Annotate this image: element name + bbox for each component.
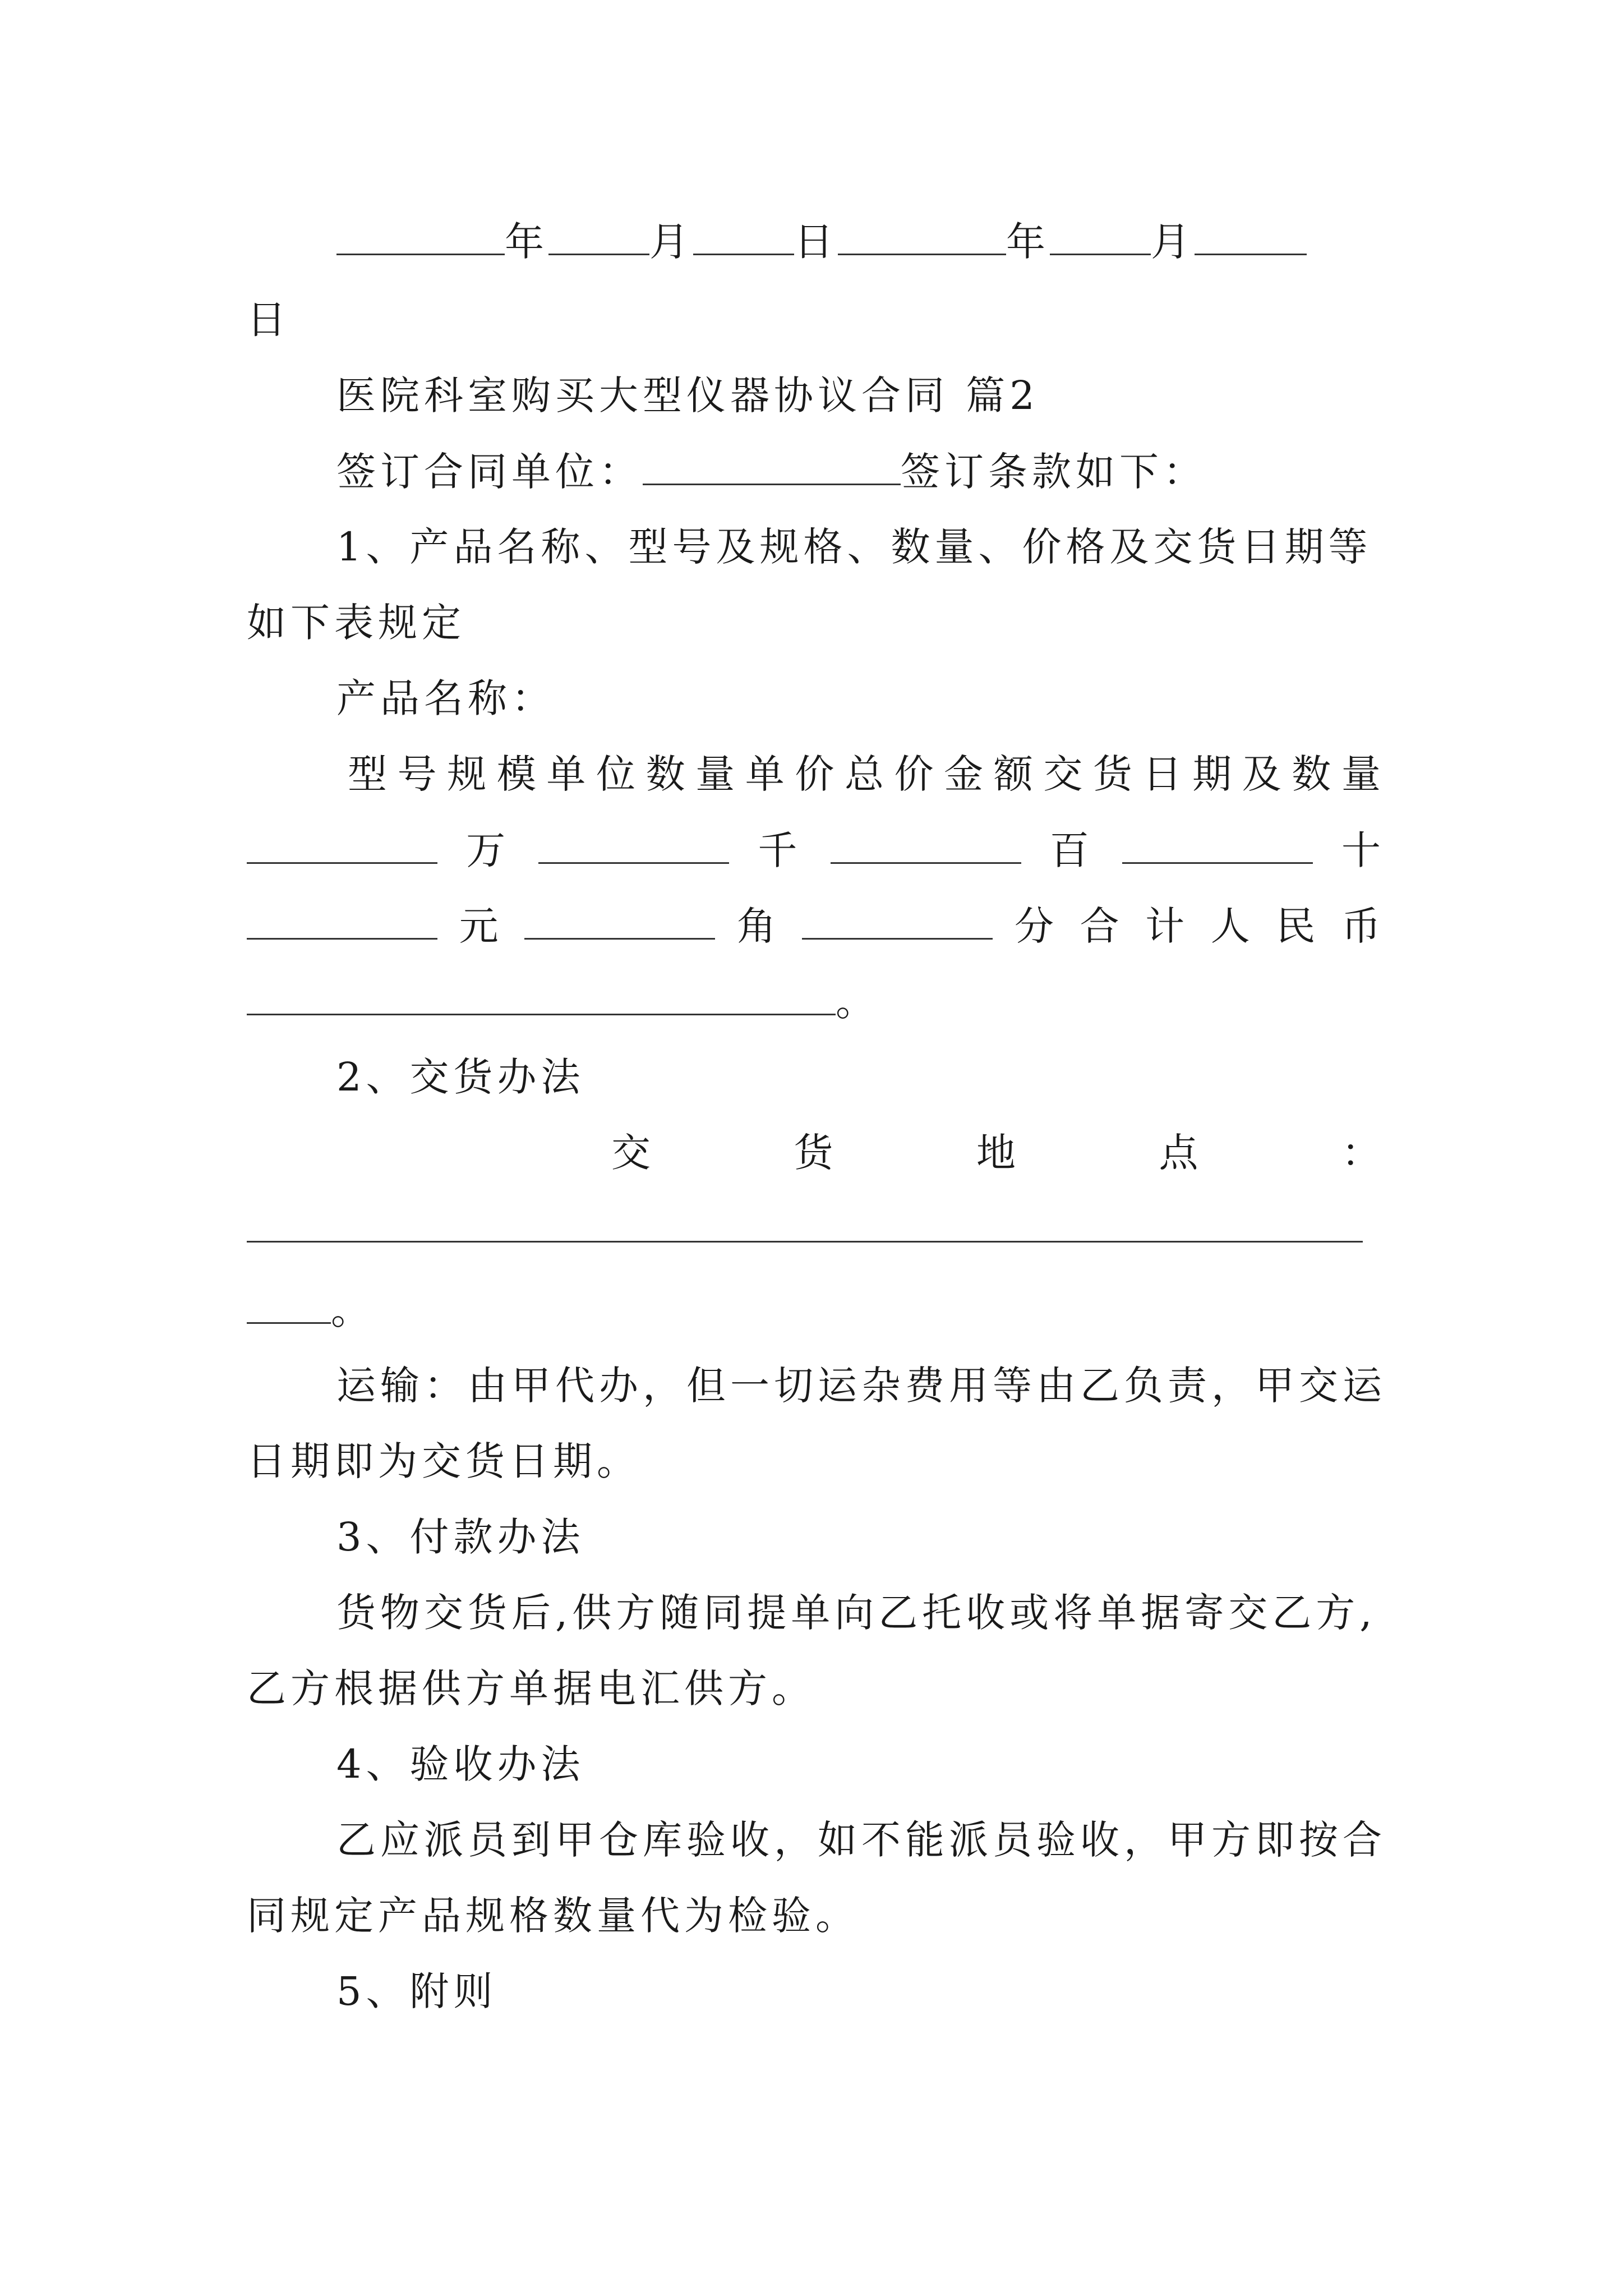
year-blank-1: [336, 213, 505, 255]
year-blank-2: [838, 213, 1006, 255]
table-header-char: 数: [1292, 751, 1336, 797]
sign-unit-blank: [643, 443, 901, 485]
sign-unit-label: 签订合同单位：: [336, 449, 643, 495]
item1-line2: 如下表规定: [247, 600, 465, 646]
table-header-char: 及: [1242, 751, 1286, 797]
sign-terms-label: 签订条款如下：: [901, 449, 1207, 495]
amount-total-char-1: 合: [1080, 903, 1124, 949]
month-label-1: 月: [649, 219, 693, 265]
table-header-char: 规: [447, 751, 491, 797]
contract-heading: 医院科室购买大型仪器协议合同 篇2: [336, 372, 1039, 418]
amount-unit-wan: 万: [466, 827, 510, 873]
table-header-char: 价: [894, 751, 938, 797]
delivery-place-blank-short: [247, 1282, 331, 1324]
day-blank-2: [1195, 213, 1307, 255]
table-header-char: 期: [1192, 751, 1237, 797]
amount-unit-yuan: 元: [459, 903, 503, 949]
amount-unit-jiao: 角: [736, 903, 781, 949]
year-label-2: 年: [1006, 219, 1050, 265]
amount-line-3: [247, 973, 1385, 1030]
delivery-place-end-mark: 。: [331, 1287, 375, 1333]
table-header-char: 金: [944, 751, 988, 797]
table-header-char: 量: [695, 751, 740, 797]
amount-total-char-3: 人: [1210, 903, 1255, 949]
month-blank-2: [1050, 213, 1151, 255]
table-header-char: 单: [745, 751, 789, 797]
table-header-char: 额: [993, 751, 1038, 797]
table-header-row: [348, 746, 1385, 802]
amount-total-char-2: 计: [1145, 903, 1189, 949]
amount-blank-shi: [1122, 822, 1313, 864]
amount-unit-qian: 千: [758, 827, 802, 873]
amount-line-2: [247, 898, 1385, 954]
delivery-place-char-2: 货: [794, 1130, 838, 1176]
amount-unit-shi: 十: [1341, 827, 1385, 873]
amount-total-blank: [247, 973, 836, 1015]
item1-line1: 1、产品名称、型号及规格、数量、价格及交货日期等: [336, 524, 1372, 570]
table-header-char: 位: [596, 751, 640, 797]
amount-unit-fen: 分: [1014, 903, 1058, 949]
table-header-char: 价: [795, 751, 839, 797]
day-label-1: 日: [794, 219, 838, 265]
amount-line-1: [247, 822, 1385, 878]
delivery-place-blank-wrap: [247, 1282, 1385, 1338]
amount-unit-bai: 百: [1049, 827, 1094, 873]
amount-blank-jiao: [524, 898, 715, 940]
item5-title: 5、附则: [336, 1968, 497, 2014]
item3-line1: 货物交货后,供方随同提单向乙托收或将单据寄交乙方,: [336, 1590, 1377, 1636]
table-header-char: 单: [546, 751, 591, 797]
table-header-char: 型: [348, 751, 391, 797]
month-label-2: 月: [1151, 219, 1195, 265]
amount-blank-qian: [538, 822, 729, 864]
day-label-2: 日: [247, 297, 291, 343]
item4-line1: 乙应派员到甲仓库验收，如不能派员验收，甲方即按合: [336, 1817, 1386, 1863]
transport-line2: 日期即为交货日期。: [247, 1438, 640, 1484]
amount-total-char-4: 民: [1276, 903, 1320, 949]
table-header-char: 模: [496, 751, 541, 797]
delivery-place-char-3: 地: [976, 1130, 1020, 1176]
amount-blank-fen: [802, 898, 993, 940]
product-name-label: 产品名称：: [336, 675, 555, 721]
delivery-place-blank-line: [247, 1200, 1385, 1257]
sign-line: [336, 443, 1385, 500]
table-header-char: 数: [645, 751, 690, 797]
table-header-char: 交: [1043, 751, 1087, 797]
amount-end-mark: 。: [836, 979, 879, 1025]
table-header-char: 日: [1142, 751, 1187, 797]
table-header-char: 货: [1092, 751, 1137, 797]
amount-blank-yuan: [247, 898, 437, 940]
item4-title: 4、验收办法: [336, 1741, 585, 1787]
delivery-place-line: [611, 1125, 1385, 1181]
date-line: [336, 213, 1385, 270]
date-line-wrap: [247, 292, 1385, 348]
table-header-char: 号: [397, 751, 441, 797]
amount-blank-bai: [831, 822, 1021, 864]
item3-line2: 乙方根据供方单据电汇供方。: [247, 1665, 815, 1711]
table-header-char: 量: [1341, 751, 1385, 797]
table-header-char: 总: [844, 751, 888, 797]
delivery-place-char-4: 点: [1159, 1130, 1203, 1176]
delivery-place-char-1: 交: [611, 1130, 655, 1176]
transport-line1: 运输：由甲代办，但一切运杂费用等由乙负责，甲交运: [336, 1363, 1386, 1409]
delivery-place-blank-long: [247, 1200, 1363, 1243]
month-blank-1: [548, 213, 649, 255]
amount-blank-wan: [247, 822, 437, 864]
year-label-1: 年: [505, 219, 548, 265]
item2-title: 2、交货办法: [336, 1054, 585, 1100]
amount-total-char-5: 币: [1341, 903, 1385, 949]
item3-title: 3、付款办法: [336, 1514, 585, 1560]
delivery-place-colon: ：: [1341, 1130, 1385, 1176]
item4-line2: 同规定产品规格数量代为检验。: [247, 1893, 859, 1939]
day-blank-1: [693, 213, 794, 255]
